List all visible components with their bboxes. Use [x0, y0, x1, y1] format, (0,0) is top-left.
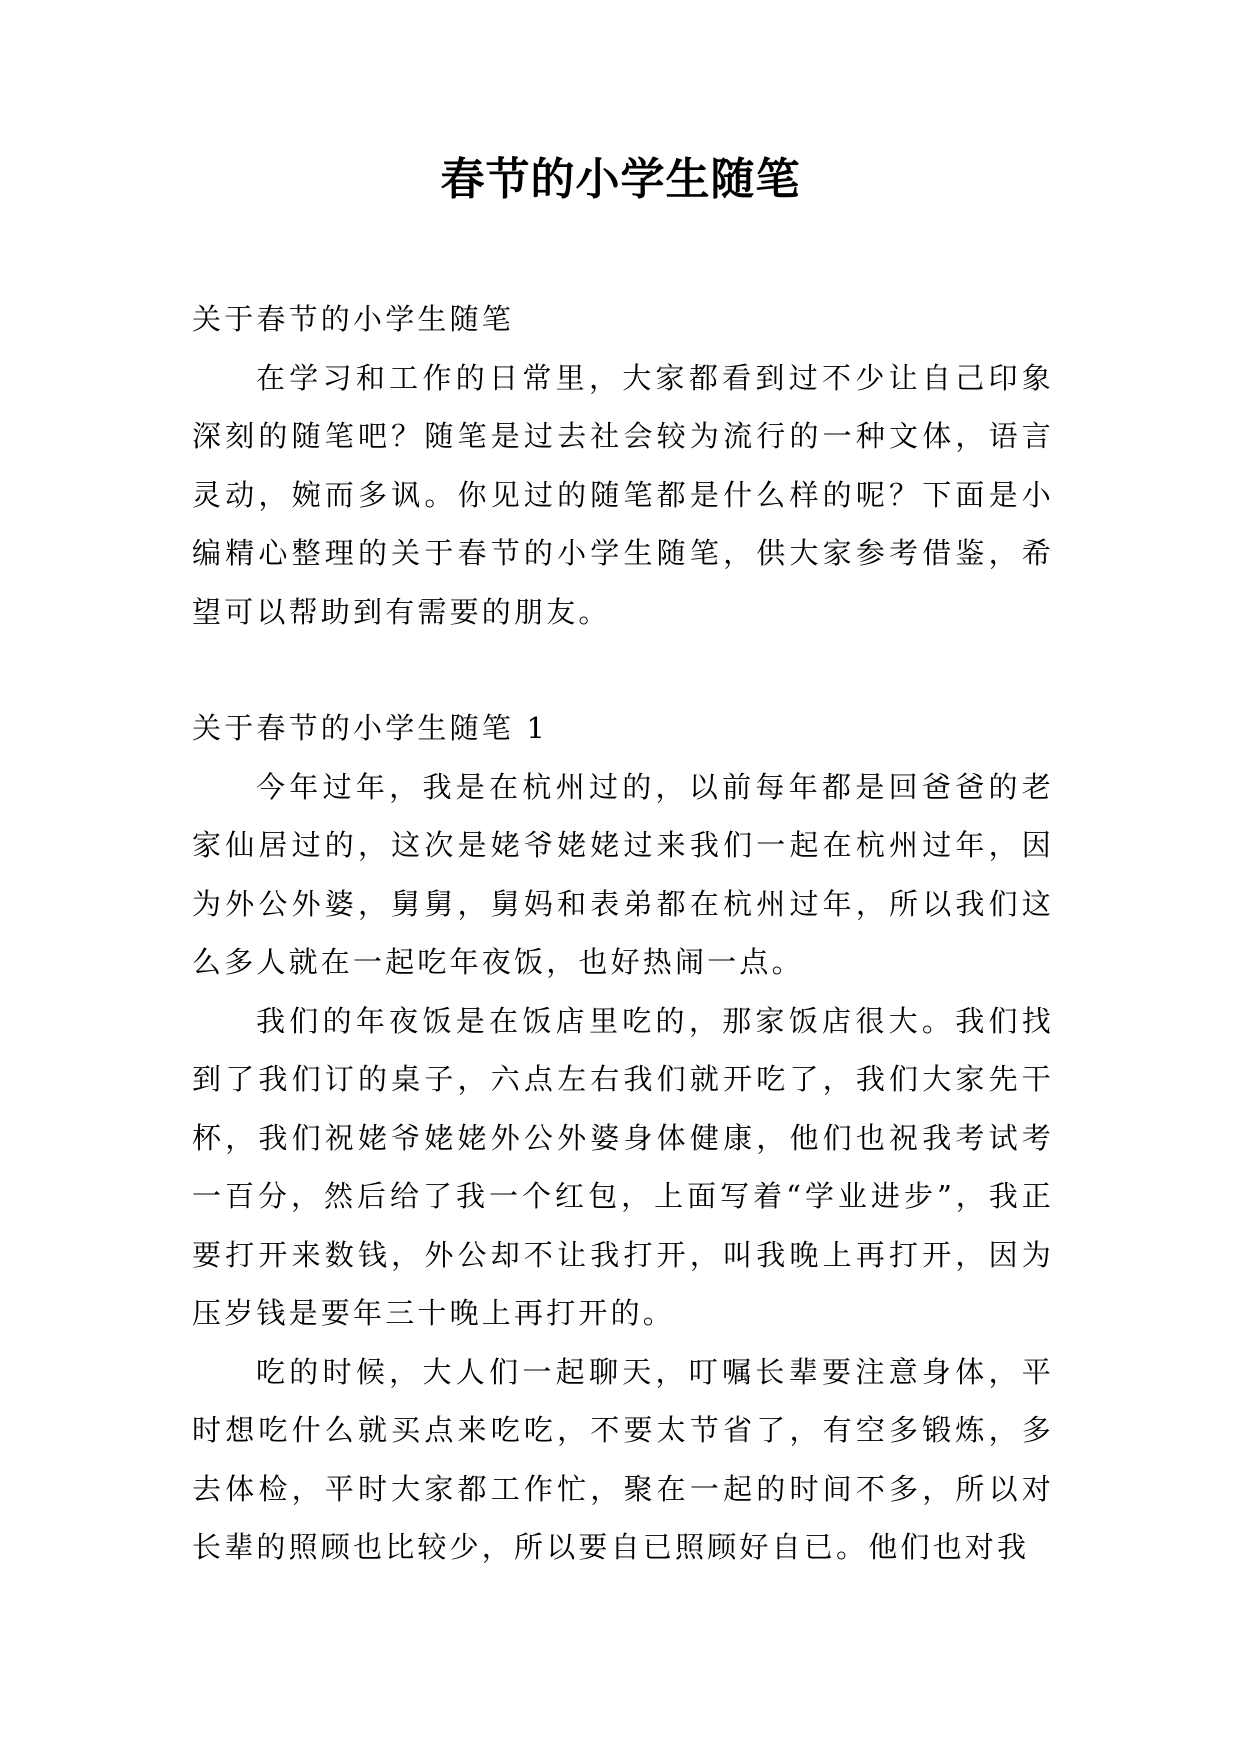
- document-body: [192, 290, 1054, 1577]
- document-title: 春节的小学生随笔: [440, 154, 801, 205]
- body-paragraph: 今年过年，我是在杭州过的，以前每年都是回爸爸的老家仙居过的，这次是姥爷姥姥过来我们一起在杭州过年，因为外公外婆，舅舅，舅妈和表弟都在杭州过年，所以我们这么多人就在一起吃年夜饭，也好热闹一点。: [192, 769, 1054, 979]
- body-paragraph: 我们的年夜饭是在饭店里吃的，那家饭店很大。我们找到了我们订的桌子，六点左右我们就开吃了，我们大家先干杯，我们祝姥爷姥姥外公外婆身体健康，他们也祝我考试考一百分，然后给了我一个红包，上面写着“学业进步”，我正要打开来数钱，外公却不让我打开，叫我晚上再打开，因为压岁钱是要年三十晚上再打开的。: [192, 1003, 1054, 1330]
- section-heading: 关于春节的小学生随笔 1: [192, 711, 549, 745]
- intro-paragraph: 在学习和工作的日常里，大家都看到过不少让自己印象深刻的随笔吧？随笔是过去社会较为流行的一种文体，语言灵动，婉而多讽。你见过的随笔都是什么样的呢？下面是小编精心整理的关于春节的小学生随笔，供大家参考借鉴，希望可以帮助到有需要的朋友。: [192, 360, 1054, 629]
- body-paragraph: 吃的时候，大人们一起聊天，叮嘱长辈要注意身体，平时想吃什么就买点来吃吃，不要太节省了，有空多锻炼，多去体检，平时大家都工作忙，聚在一起的时间不多，所以对长辈的照顾也比较少，所以要自已照顾好自已。他们也对我: [192, 1354, 1054, 1564]
- intro-heading: 关于春节的小学生随笔: [192, 302, 515, 336]
